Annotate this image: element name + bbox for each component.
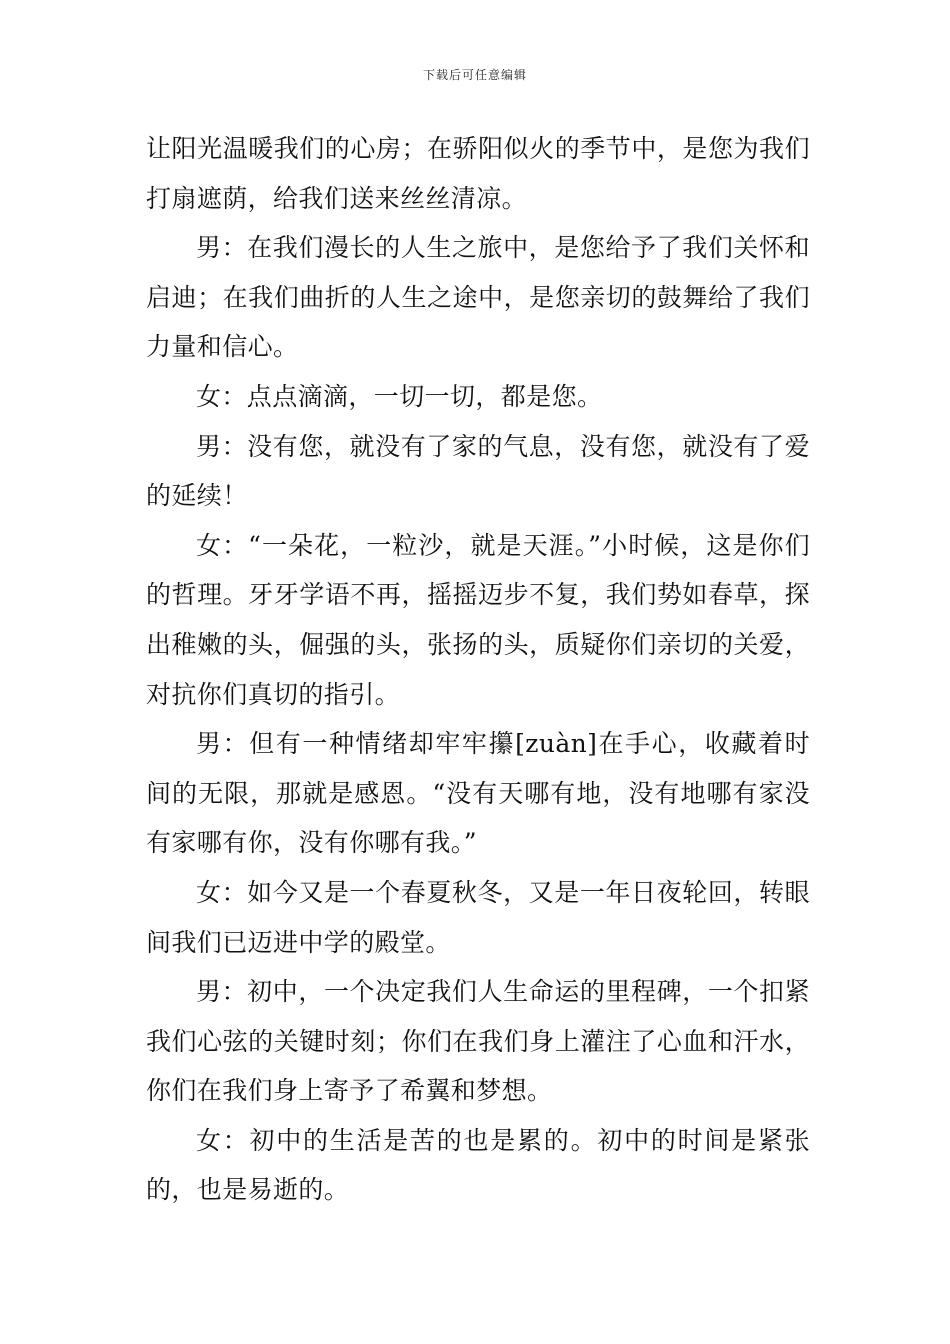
paragraph: 男：在我们漫长的人生之旅中，是您给予了我们关怀和启迪；在我们曲折的人生之途中，是您亲切的鼓舞给了我们力量和信心。: [146, 233, 810, 362]
paragraph: 让阳光温暖我们的心房；在骄阳似火的季节中，是您为我们打扇遮荫，给我们送来丝丝清凉。: [146, 134, 810, 213]
paragraph: 男：初中，一个决定我们人生命运的里程碑，一个扣紧我们心弦的关键时刻；你们在我们身上灌注了心血和汗水，你们在我们身上寄予了希翼和梦想。: [146, 977, 810, 1106]
paragraph: 女：点点滴滴，一切一切，都是您。: [196, 381, 603, 411]
paragraph: 女：初中的生活是苦的也是累的。初中的时间是紧张的，也是易逝的。: [146, 1125, 810, 1205]
paragraph: 女：“一朵花，一粒沙，就是天涯。”小时候，这是你们的哲理。牙牙学语不再，摇摇迈步不复，我们势如春草，探出稚嫩的头，倔强的头，张扬的头，质疑你们亲切的关爱，对抗你们真切的指引。: [146, 530, 810, 709]
document-body: [146, 124, 810, 1215]
paragraph: 女：如今又是一个春夏秋冬，又是一年日夜轮回，转眼间我们已迈进中学的殿堂。: [146, 877, 810, 957]
page-header-note: 下载后可任意编辑: [422, 68, 527, 82]
paragraph: 男：但有一种情绪却牢牢攥[zuàn]在手心，收藏着时间的无限，那就是感恩。“没有天哪有地，没有地哪有家没有家哪有你，没有你哪有我。”: [146, 729, 810, 858]
paragraph: 男：没有您，就没有了家的气息，没有您，就没有了爱的延续！: [146, 431, 810, 511]
